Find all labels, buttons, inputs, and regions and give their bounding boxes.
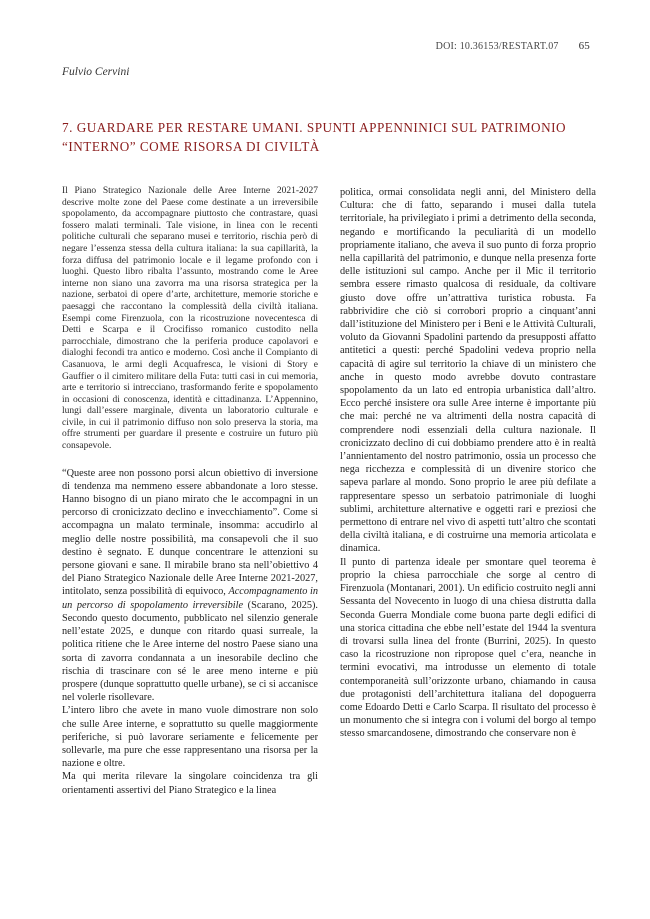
page-number: 65 [578,40,590,52]
italic-title: Accompagnamento in un percorso di spopolamento irreversibile [62,586,318,611]
body-paragraph: L’intero libro che avete in mano vuole dimostrare non solo che sulle Aree interne, e soprattutto su quelle maggiormente periferiche, si può lavorare seriamente e felicemente per sollevarle, ma pure che esse rappresentano una risorsa per la nazione e oltre. [62,705,318,770]
abstract: Il Piano Strategico Nazionale delle Aree Interne 2021-2027 descrive molte zone del Paese come destinate a un irreversibile spopolamento, da accompagnare piuttosto che contrastare, quasi fossero malati terminali. Tale visione, in linea con le recenti politiche culturali che separano musei e territorio, rischia però di negare l’essenza stessa della cultura italiana: la sua capillarità, la forza diffusa del patrimonio locale e il legame profondo con i luoghi. Questo libro ribalta l’assunto, mostrando come le Aree interne non siano una zavorra ma una risorsa strategica per la nazione, serbatoi di opere d’arte, architetture, memorie storiche e paesaggi che raccontano la complessità della civiltà italiana. Esempi come Firenzuola, con la ricostruzione novecentesca di Detti e Scarpa e il Crocifisso romanico custodito nella parrocchiale, dimostrano che la periferia produce capolavori e dialoghi fecondi tra antico e moderno. Così anche il Compianto di Casanuova, le armi degli Acquafresca, le visioni di Story e Gauffier o il cimitero militare della Futa: tutti casi in cui memoria, arte e territorio si intrecciano, trasformando ferite e spopolamento in occasioni di conoscenza, identità e cittadinanza. L’Appennino, lungi dall’essere marginale, diventa un laboratorio culturale e civile, in cui il patrimonio diffuso non solo preserva la storia, ma offre strumenti per guardare il presente e costruire un futuro più consapevole. [62,186,318,452]
running-header [436,40,590,52]
body-paragraph: politica, ormai consolidata negli anni, del Ministero della Cultura: che di fatto, separando i musei dalla tutela territoriale, ha privilegiato i primi a detrimento della seconda, negando e mortificando la peculiarità di un modello propriamente italiano, che aveva il suo punto di forza proprio nella capillarità del patrimonio, e dunque nella presenza forte delle istituzioni sul campo. Anche per il Mic il territorio sembra essere rimasto qualcosa di residuale, da coltivare giusto dove offre un’attrattiva turistica robusta. Fa rabbrividire che ciò si corrobori proprio a cinquant’anni dall’istituzione del Ministero per i Beni e le Attività Culturali, voluto da Giovanni Spadolini partendo da presupposti affatto antitetici a questi: perché Spadolini vedeva proprio nella capacità di agire sul territorio la chiave di un ministero che anche in questo modo avrebbe dovuto contrastare spopolamento da un lato ed entropia urbanistica dall’altro. Ecco perché insistere ora sulle Aree interne è importante più che mai: perché ne va altrimenti della nostra capacità di comprendere nodi essenziali della cultura nazionale. Il cronicizzato declino di cui dobbiamo prendere atto è in realtà l’annientamento del nostro patrimonio, ossia un processo che nega ricchezza e complessità di un divenire storico che sapeva parlare al mondo. Sono proprio le aree più defilate a rappresentare spesso un serbatoio patrimoniale di luoghi sublimi, architetture alternative e oggetti rari e preziosi che permettono di entrare nel vivo di aspetti tutt’altro che scontati della civiltà italiana, e di costruirne una memoria articolata e dinamica. [340,187,596,555]
chapter-title: 7. GUARDARE PER RESTARE UMANI. SPUNTI APPENNINICI SUL PATRIMONIO “INTERNO” COME RISORSA DI CIVILTÀ [62,120,567,154]
text-span: (Scarano, 2025). Secondo questo documento, pubblicato nel silenzio generale nell’estate 2025, e dunque con ritardo quasi surreale, la politica ritiene che le Aree interne del nostro Paese siano una sorta di zavorra condannata a un inesorabile declino che rischia di trascinare con sé le aree meno interne e più prospere (dunque soprattutto quelle urbane), se ci si accanisce nel volerle risollevare. [62,599,318,704]
body-paragraph [62,467,318,705]
body-paragraph: Il punto di partenza ideale per smontare quel teorema è proprio la chiesa parrocchiale che sorge al centro di Firenzuola (Montanari, 2001). Un edificio costruito negli anni Sessanta del Novecento in luogo di una chiesa distrutta dalla Seconda Guerra Mondiale come buona parte degli edifici di una storica cittadina che ebbe nell’estate del 1944 la sventura di trovarsi sulla linea del fronte (Burrini, 2025). In questo caso la ricostruzione non ripropose quel c’era, neanche in termini evocativi, ma introdusse un elemento di totale contemporaneità sull’orizzonte urbano, chiamando in causa due protagonisti dell’architettura italiana del dopoguerra come Edoardo Detti e Carlo Scarpa. Il risultato del processo è un monumento che si integra con i volumi del borgo al tempo stesso smarcandosene, dimostrando che conservare non è [340,556,596,740]
author-name: Fulvio Cervini [62,66,130,78]
doi-label: DOI: 10.36153/RESTART.07 [435,41,559,52]
body-paragraph: Ma qui merita rilevare la singolare coincidenza tra gli orientamenti assertivi del Piano Strategico e la linea [62,771,318,796]
left-column [62,186,318,797]
right-column [340,186,596,741]
text-span: “Queste aree non possono porsi alcun obiettivo di inversione di tendenza ma nemmeno essere abbandonate a loro stesse. Hanno bisogno di un piano mirato che le accompagni in un percorso di cronicizzato declino e invecchiamento”. Come si accompagna un malato terminale, insomma: accudirlo al meglio delle nostre possibilità, ma consapevoli che il suo destino è segnato. E dunque concentrare le attenzioni su persone giovani e sane. Il mirabile brano sta nell’obiettivo 4 del Piano Strategico Nazionale delle Aree Interne 2021-2027, intitolato, senza possibilità di equivoco, [62,467,318,598]
